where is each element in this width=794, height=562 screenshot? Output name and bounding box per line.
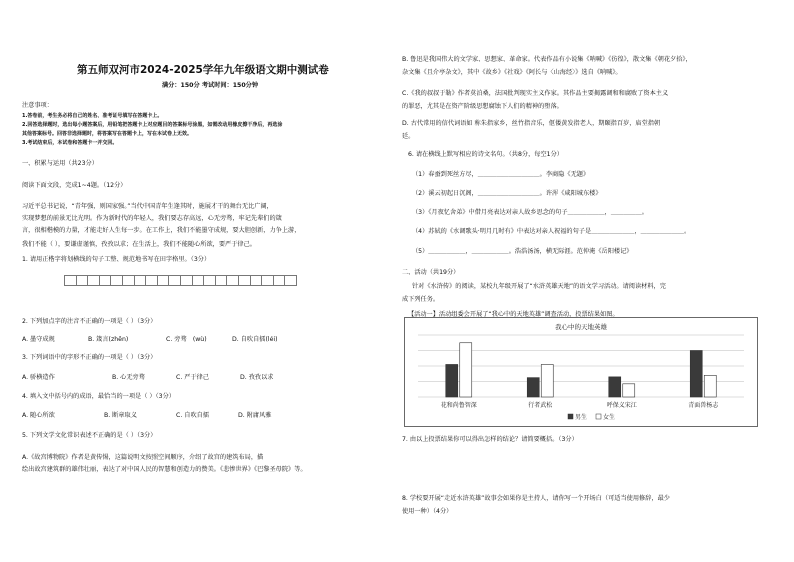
q4-option-d[interactable]: D. 附庸风雅	[238, 412, 272, 419]
question-4: 4. 填入文中括号内的成语，最恰当的一项是（ ）（3分）	[22, 393, 175, 400]
passage-line: 言，很相楷模的力量，才能走好人生每一步。在工作上，我们不能墨守成规，要大胆创新，力争上游，	[22, 227, 301, 234]
writing-grid[interactable]	[64, 275, 297, 286]
category-label: 花和尚鲁智深	[440, 402, 477, 409]
bar-male	[527, 378, 539, 397]
bar-female	[623, 384, 635, 397]
activity-1: 【活动一】活动组委会开展了“我心中的天地英雄”调查活动，投票结果如图。	[408, 311, 619, 318]
q5-option-b-line[interactable]: B. 鲁迅是我国伟大的文学家、思想家、革命家。代表作品有小说集《呐喊》《彷徨》，散文集《朝花夕拾》，	[402, 56, 692, 63]
passage-line: 习近平总书记说，“青年强，则国家强。”当代中国青年生逢其时，施展才干的舞台无比广阔，	[22, 203, 273, 210]
activity-intro-line: 成下列任务。	[402, 296, 440, 303]
exam-title: 第五师双河市2024-2025学年九年级语文期中测试卷	[77, 64, 329, 76]
q2-option-c[interactable]: C. 旁骛 (wù)	[166, 336, 207, 343]
q2-option-d[interactable]: D. 自吹自擂(léi)	[232, 336, 278, 343]
activity-intro-line: 针对《水浒传》的阅读，某校九年级开展了“水浒英雄天地”的语文学习活动。请阅读材料，完	[412, 283, 666, 290]
note-line: 3.考试结束后，本试卷和答题卡一并交回。	[22, 140, 118, 146]
bar-female	[704, 375, 716, 397]
q4-option-c[interactable]: C. 自吹自擂	[176, 412, 210, 419]
passage-line: 我们不能（ ），要谦虚谨慎，孜孜以求；在生活上，我们不能随心所欲，要严于律己。	[22, 241, 256, 248]
q5-option-c-line[interactable]: C.《我的叔叔于勒》作者莫泊桑，法国批判现实主义作家。其作品主要揭露调和和腐败了资本主义	[402, 90, 669, 97]
note-line: 1.答卷前，考生务必将自己的姓名、准考证号填写在答题卡上。	[22, 113, 163, 119]
bar-male	[690, 351, 702, 398]
q6-item[interactable]: （5）＿＿＿＿＿＿，＿＿＿＿＿＿。浩浩汤汤，横无际涯。范仲淹《岳阳楼记》	[412, 248, 633, 255]
q5-option-d-line[interactable]: D. 古代常用的信代词语如 称朱指家乡，丝竹指音乐，伛偻黄发指老人，期颐指百岁，庙堂指朝	[402, 120, 661, 127]
q3-option-c[interactable]: C. 严于律己	[176, 374, 210, 381]
section-1-heading: 一、积累与运用（共23分）	[22, 160, 98, 167]
note-line: 其他答案标号。回答非选择题时，将答案写在答题卡上，写在本试卷上无效。	[22, 131, 193, 137]
notes-heading: 注意事项：	[22, 102, 53, 109]
exam-subtitle: 满分：150分 考试时间：150分钟	[162, 82, 259, 89]
bar-male	[609, 377, 621, 397]
question-2: 2. 下列加点字的注音不正确的一项是（ ）（3分）	[22, 318, 157, 325]
q5-option-d-line[interactable]: 廷。	[402, 133, 415, 140]
bar-male	[446, 364, 458, 397]
category-label: 青面兽杨志	[688, 402, 719, 409]
legend-label: 男生	[575, 414, 588, 421]
category-label: 行者武松	[528, 402, 553, 409]
question-8-line: 使用一种）（4分）	[402, 508, 453, 515]
q2-option-b[interactable]: B. 箴言(zhēn)	[88, 336, 129, 343]
chart-title: 我心中的天地英雄	[555, 323, 607, 331]
bar-female	[460, 343, 472, 397]
legend-label: 女生	[603, 414, 616, 421]
bar-female	[541, 364, 553, 397]
q6-item[interactable]: （4）苏轼的《水调歌头·明月几时有》中表达对亲人祝福的句子是＿＿＿＿＿＿＿，＿＿＿＿＿＿＿。	[412, 228, 691, 235]
q3-option-d[interactable]: D. 孜孜以求	[240, 374, 274, 381]
q5-option-a-line[interactable]: 绘出故宫建筑群的雄伟壮丽，表达了对中国人民的智慧和创造力的赞美。《悲惨世界》《巴黎圣母院》等。	[22, 466, 307, 473]
q4-option-a[interactable]: A. 随心所欲	[22, 412, 55, 419]
question-6: 6. 请在横线上默写相应的诗文名句。（共8分，每空1分）	[408, 151, 563, 158]
q6-item[interactable]: （3）《月夜忆舍弟》中借月亮表达对亲人故乡思念的句子＿＿＿＿＿＿，＿＿＿＿＿。	[412, 209, 648, 216]
q5-option-a-line[interactable]: A.《故宫博物院》作者是黄传惕，这篇说明文按照空间顺序，介绍了故宫的建筑布局，描	[22, 454, 264, 461]
q2-option-a[interactable]: A. 墨守成规	[22, 336, 55, 343]
question-3: 3. 下列词语中的字形不正确的一项是（ ）（3分）	[22, 354, 157, 361]
question-5: 5. 下列文学文化常识表述不正确的是（ ）（3分）	[22, 432, 157, 439]
question-7: 7. 由以上投票结果你可以得出怎样的结论？请简要概括。（3分）	[402, 436, 578, 443]
reading-intro: 阅读下面文段，完成1~4题。（12分）	[22, 182, 127, 189]
legend-swatch	[596, 414, 601, 419]
q3-option-a[interactable]: A. 骄横造作	[22, 374, 55, 381]
vote-bar-chart	[404, 317, 758, 427]
category-label: 呼保义宋江	[606, 402, 637, 409]
legend-swatch	[568, 414, 573, 419]
question-1: 1. 请用正楷字将划横线的句子工整、规范地书写在田字格里。（3分）	[22, 256, 211, 263]
q4-option-b[interactable]: B. 断章取义	[104, 412, 137, 419]
q6-item[interactable]: （1）春蚕到死丝方尽，＿＿＿＿＿＿＿＿＿＿。李商隐《无题》	[412, 171, 590, 178]
passage-line: 实现梦想的前景无比光明。作为新时代的年轻人，我们要志存高远，心无旁骛，牢记先辈们的箴	[22, 215, 282, 222]
q5-option-c-line[interactable]: 的罪恶，尤其是在资产阶级思想腐蚀下人们的精神的堕落。	[402, 103, 563, 110]
q6-item[interactable]: （2）溪云初起日沉阁，＿＿＿＿＿＿＿＿＿＿。许浑《咸阳城东楼》	[412, 190, 602, 197]
question-8-line: 8. 学校要开展“走近水浒英雄”故事会如果你是主持人，请你写一个开场白（可适当使用修辞，最少	[402, 495, 670, 502]
q5-option-b-line[interactable]: 杂文集《且介亭杂文》，其中《故乡》《社戏》《阿长与〈山海经〉》选自《呐喊》。	[402, 69, 622, 76]
note-line: 2.回答选择题时，选出每小题答案后，用铅笔把答题卡上对应题目的答案标号涂黑，如需改动用橡皮擦干净后，再选涂	[22, 122, 283, 128]
q3-option-b[interactable]: B. 心无旁骛	[112, 374, 145, 381]
section-2-heading: 二、活动（共19分）	[402, 269, 460, 276]
